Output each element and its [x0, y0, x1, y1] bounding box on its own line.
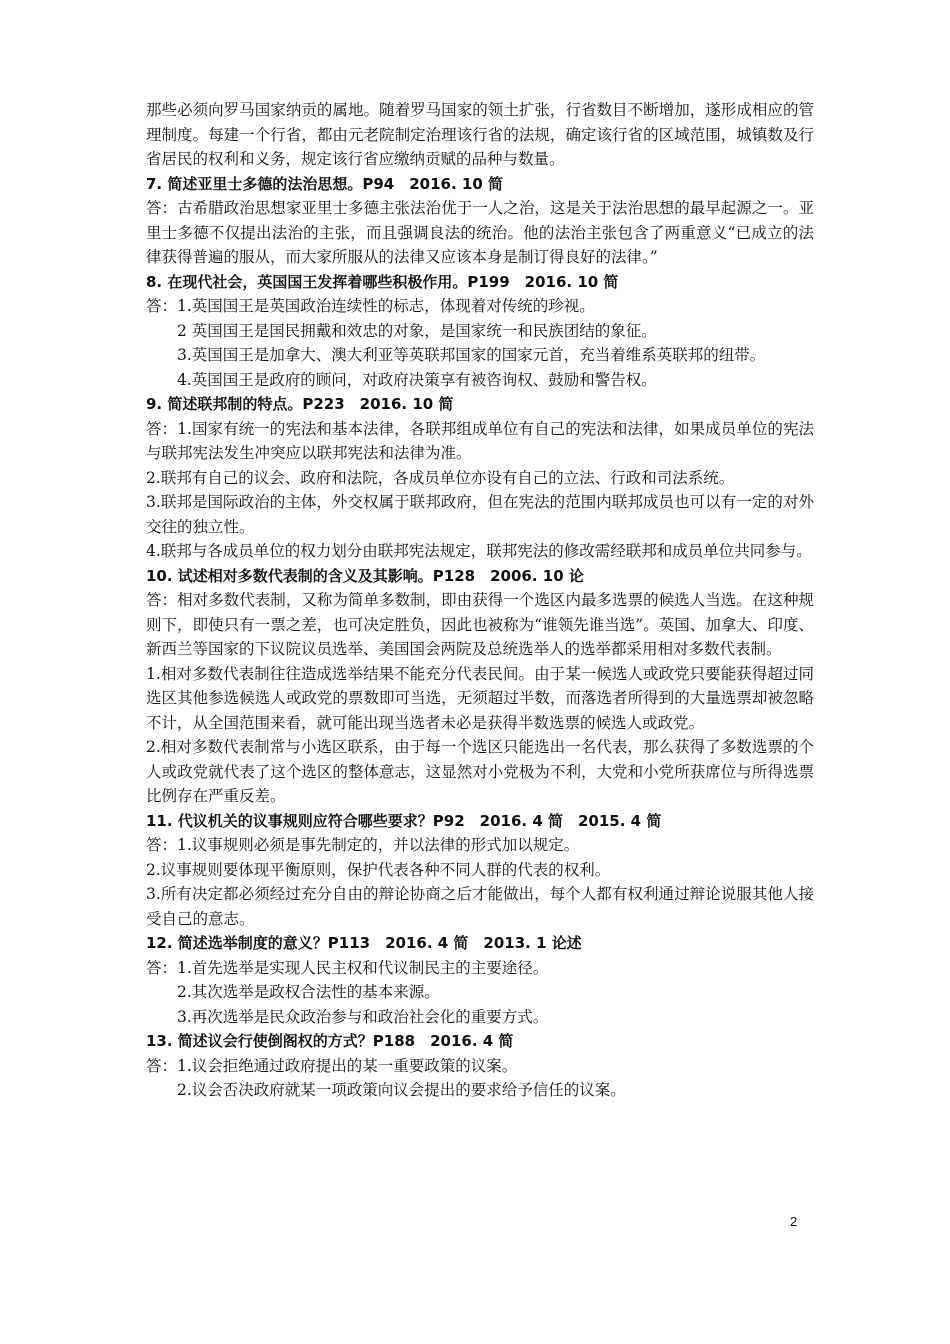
answer-paragraph: 答：1.英国国王是英国政治连续性的标志，体现着对传统的珍视。: [146, 297, 595, 315]
page-number: 2: [790, 1214, 798, 1229]
question-heading: 12. 简述选举制度的意义？P113 2016. 4 简 2013. 1 论述: [146, 934, 582, 952]
answer-paragraph: 3.所有决定都必须经过充分自由的辩论协商之后才能做出，每个人都有权利通过辩论说服其他人接受自己的意志。: [146, 885, 814, 928]
answer-paragraph: 3.再次选举是民众政治参与和政治社会化的重要方式。: [177, 1007, 549, 1026]
answer-paragraph: 4.联邦与各成员单位的权力划分由联邦宪法规定，联邦宪法的修改需经联邦和成员单位共同参与。: [146, 542, 812, 560]
answer-paragraph: 2.相对多数代表制常与小选区联系，由于每一个选区只能选出一名代表，那么获得了多数选票的个人或政党就代表了这个选区的整体意志，这显然对小党极为不利，大党和小党所获席位与所得选票比例存在严重反差。: [146, 738, 814, 805]
answer-paragraph: 答：1.国家有统一的宪法和基本法律，各联邦组成单位有自己的宪法和法律，如果成员单位的宪法与联邦宪法发生冲突应以联邦宪法和法律为准。: [146, 419, 814, 462]
answer-paragraph: 2.联邦有自己的议会、政府和法院，各成员单位亦设有自己的立法、行政和司法系统。: [146, 468, 735, 487]
answer-paragraph: 1.相对多数代表制往往造成选举结果不能充分代表民间。由于某一候选人或政党只要能获得超过同选区其他参选候选人或政党的票数即可当选，无须超过半数，而落选者所得到的大量选票却被忽略不计，从全国范围来看，就可能出现当选者未必是获得半数选票的候选人或政党。: [146, 664, 814, 732]
question-heading: 7. 简述亚里士多德的法治思想。P94 2016. 10 简: [146, 174, 503, 193]
question-heading: 13. 简述议会行使倒阁权的方式？P188 2016. 4 简: [146, 1032, 514, 1050]
question-heading: 8. 在现代社会，英国国王发挥着哪些积极作用。P199 2016. 10 简: [146, 272, 619, 291]
document-body: [146, 98, 814, 1103]
answer-paragraph: 3.英国国王是加拿大、澳大利亚等英联邦国家的国家元首，充当着维系英联邦的纽带。: [177, 346, 766, 364]
question-heading: 10. 试述相对多数代表制的含义及其影响。P128 2006. 10 论: [146, 566, 584, 585]
answer-paragraph: 2.其次选举是政权合法性的基本来源。: [177, 983, 440, 1001]
answer-paragraph: 答：1.首先选举是实现人民主权和代议制民主的主要途径。: [146, 958, 549, 977]
answer-paragraph: 2 英国国王是国民拥戴和效忠的对象，是国家统一和民族团结的象征。: [177, 321, 657, 340]
answer-paragraph: 答：1.议事规则必须是事先制定的，并以法律的形式加以规定。: [146, 836, 580, 854]
answer-paragraph: 4.英国国王是政府的顾问，对政府决策享有被咨询权、鼓励和警告权。: [177, 370, 657, 389]
question-heading: 11. 代议机关的议事规则应符合哪些要求？P92 2016. 4 简 2015. 4 简: [146, 811, 662, 830]
answer-paragraph: 2.议事规则要体现平衡原则，保护代表各种不同人群的代表的权利。: [146, 860, 611, 879]
question-heading: 9. 简述联邦制的特点。P223 2016. 10 简: [146, 395, 454, 413]
answer-paragraph: 3.联邦是国际政治的主体，外交权属于联邦政府，但在宪法的范围内联邦成员也可以有一定的对外交往的独立性。: [146, 493, 814, 536]
answer-paragraph: 答：相对多数代表制，又称为简单多数制，即由获得一个选区内最多选票的候选人当选。在这种规则下，即使只有一票之差，也可决定胜负，因此也被称为“谁领先谁当选”。英国、加拿大、印度、新西兰等国家的下议院议员选举、美国国会两院及总统选举人的选举都采用相对多数代表制。: [146, 591, 814, 658]
answer-paragraph: 答：1.议会拒绝通过政府提出的某一重要政策的议案。: [146, 1056, 518, 1075]
answer-paragraph: 2.议会否决政府就某一项政策向议会提出的要求给予信任的议案。: [177, 1081, 626, 1099]
answer-paragraph: 答：古希腊政治思想家亚里士多德主张法治优于一人之治，这是关于法治思想的最早起源之一。亚里士多德不仅提出法治的主张，而且强调良法的统治。他的法治主张包含了两重意义“已成立的法律获得普遍的服从，而大家所服从的法律又应该本身是制订得良好的法律。”: [146, 199, 814, 266]
answer-paragraph: 那些必须向罗马国家纳贡的属地。随着罗马国家的领土扩张，行省数目不断增加，遂形成相应的管理制度。每建一个行省，都由元老院制定治理该行省的法规，确定该行省的区域范围，城镇数及行省居民的权利和义务，规定该行省应缴纳贡赋的品种与数量。: [146, 101, 814, 168]
